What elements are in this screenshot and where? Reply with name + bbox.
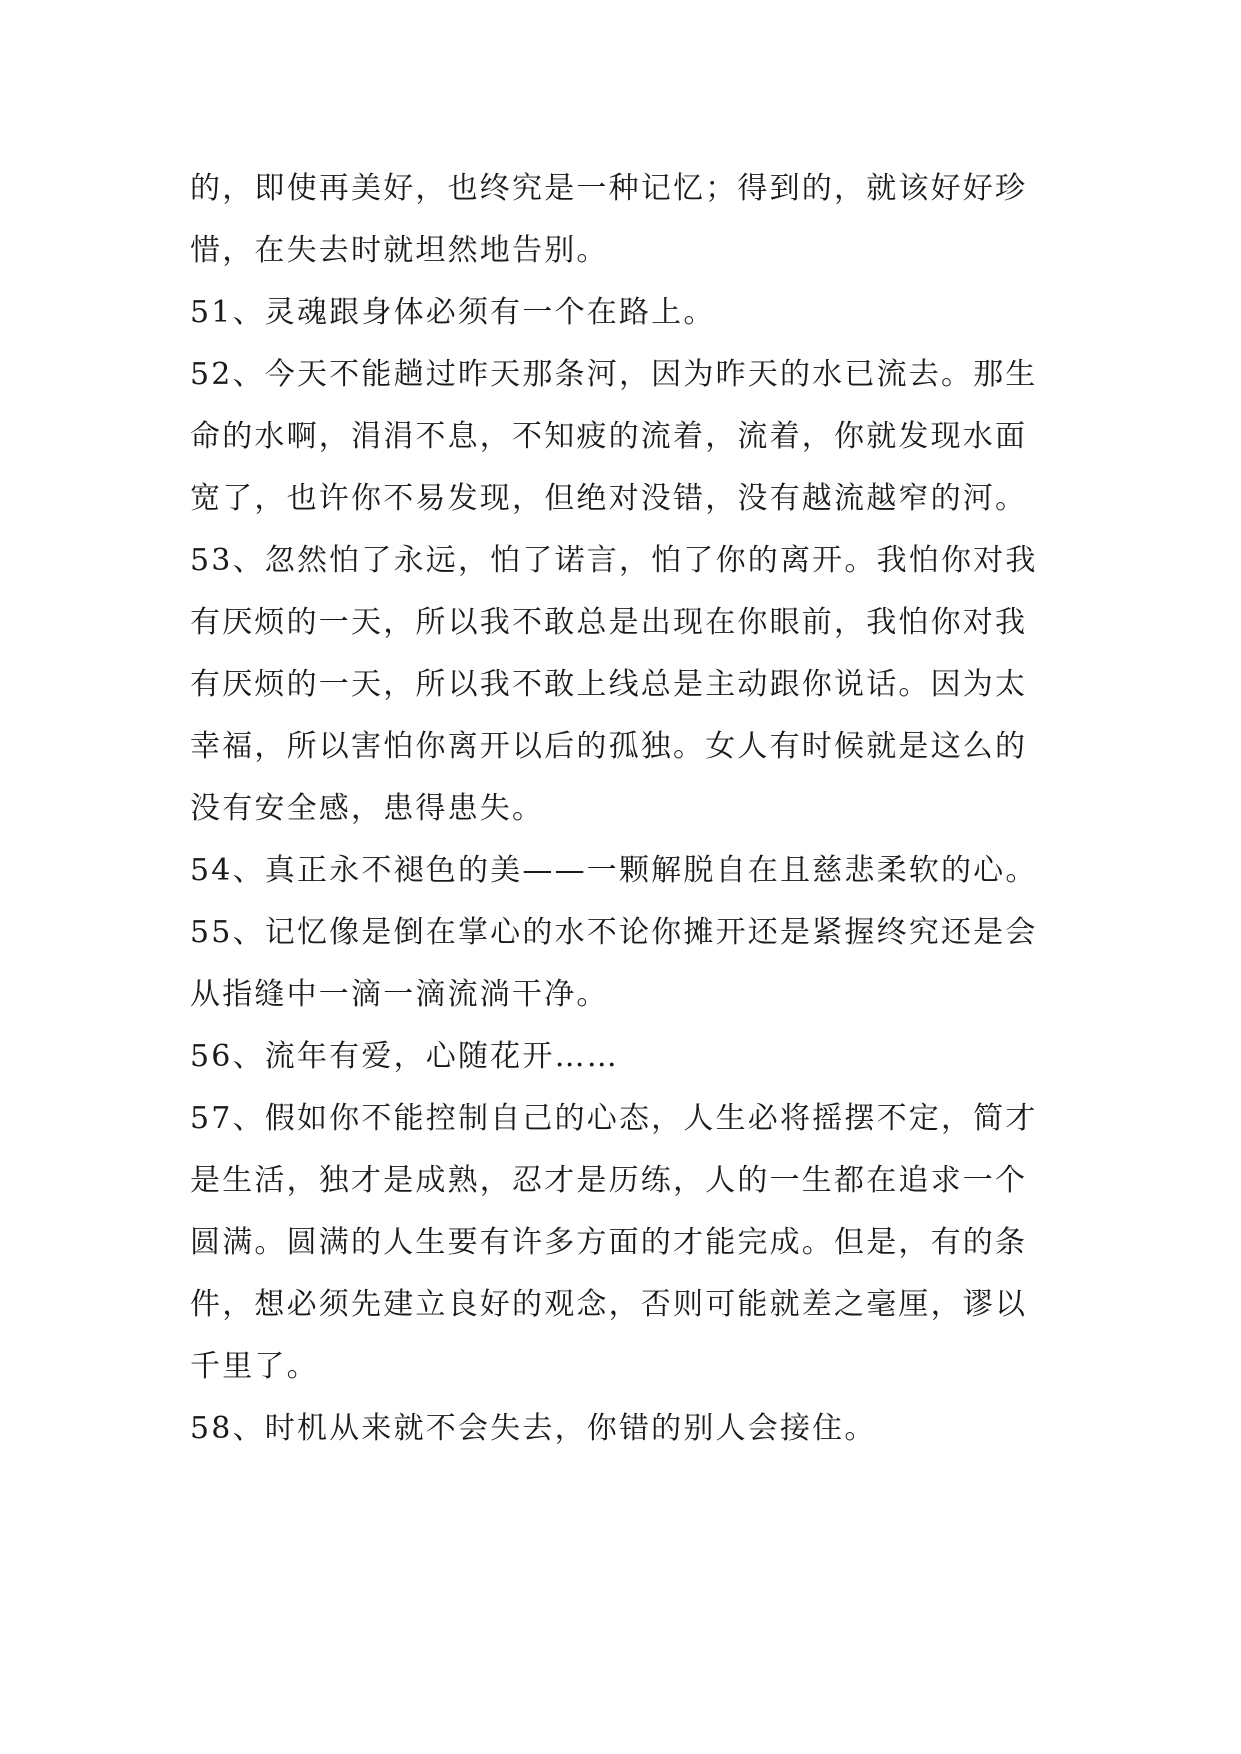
- text-line: 58、时机从来就不会失去，你错的别人会接住。: [190, 1411, 877, 1446]
- text-line: 幸福，所以害怕你离开以后的孤独。女人有时候就是这么的: [190, 729, 1028, 764]
- document-body: [190, 158, 1060, 1460]
- text-line: 从指缝中一滴一滴流淌干净。: [190, 977, 609, 1012]
- text-line: 有厌烦的一天，所以我不敢上线总是主动跟你说话。因为太: [190, 667, 1028, 702]
- text-line: 的，即使再美好，也终究是一种记忆；得到的，就该好好珍: [190, 171, 1028, 206]
- text-line: 54、真正永不褪色的美——一颗解脱自在且慈悲柔软的心。: [190, 853, 1038, 888]
- text-line: 宽了，也许你不易发现，但绝对没错，没有越流越窄的河。: [190, 481, 1028, 516]
- text-line: 圆满。圆满的人生要有许多方面的才能完成。但是，有的条: [190, 1225, 1028, 1260]
- text-line: 56、流年有爱，心随花开……: [190, 1039, 619, 1074]
- text-line: 没有安全感，患得患失。: [190, 791, 545, 826]
- text-line: 惜，在失去时就坦然地告别。: [190, 233, 609, 268]
- text-line: 57、假如你不能控制自己的心态，人生必将摇摆不定，简才: [190, 1101, 1038, 1136]
- text-line: 是生活，独才是成熟，忍才是历练，人的一生都在追求一个: [190, 1163, 1028, 1198]
- text-line: 51、灵魂跟身体必须有一个在路上。: [190, 295, 716, 330]
- text-line: 千里了。: [190, 1349, 319, 1384]
- text-line: 命的水啊，涓涓不息，不知疲的流着，流着，你就发现水面: [190, 419, 1028, 454]
- text-line: 52、今天不能趟过昨天那条河，因为昨天的水已流去。那生: [190, 357, 1038, 392]
- text-line: 有厌烦的一天，所以我不敢总是出现在你眼前，我怕你对我: [190, 605, 1028, 640]
- text-line: 53、忽然怕了永远，怕了诺言，怕了你的离开。我怕你对我: [190, 543, 1038, 578]
- text-line: 件，想必须先建立良好的观念，否则可能就差之毫厘，谬以: [190, 1287, 1028, 1322]
- text-line: 55、记忆像是倒在掌心的水不论你摊开还是紧握终究还是会: [190, 915, 1038, 950]
